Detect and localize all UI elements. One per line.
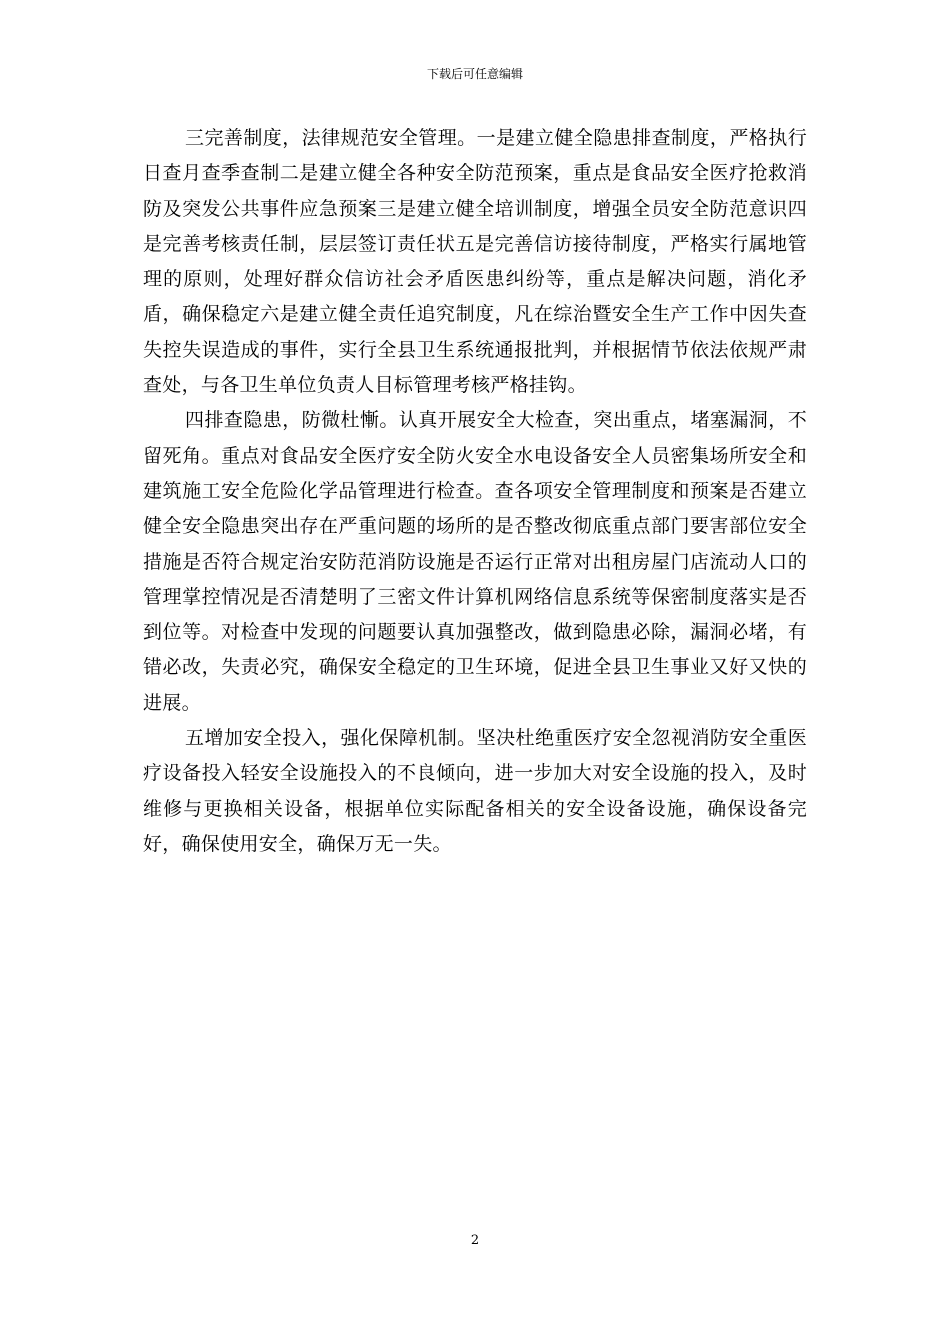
page-number: 2 bbox=[470, 1233, 480, 1248]
paragraph-check-hazards: 四排查隐患，防微杜慚。认真开展安全大检查，突出重点，堵塞漏洞，不留死角。重点对食品安全医疗安全防火安全水电设备安全人员密集场所安全和建筑施工安全危险化学品管理进行检查。查各项安全管理制度和预案是否建立健全安全隐患突出存在严重问题的场所的是否整改彻底重点部门要害部位安全措施是否符合规定治安防范消防设施是否运行正常对出租房屋门店流动人口的管理掌控情况是否清楚明了三密文件计算机网络信息系统等保密制度落实是否到位等。对检查中发现的问题要认真加强整改，做到隐患必除，漏洞必堵，有错必改，失责必究，确保安全稳定的卫生环境，促进全县卫生事业又好又快的进展。 bbox=[143, 409, 807, 714]
document-body bbox=[143, 121, 807, 862]
paragraph-improve-systems: 三完善制度，法律规范安全管理。一是建立健全隐患排查制度，严格执行日查月查季查制二是建立健全各种安全防范预案，重点是食品安全医疗抢救消防及突发公共事件应急预案三是建立健全培训制度，增强全员安全防范意识四是完善考核责任制，层层签订责任状五是完善信访接待制度，严格实行属地管理的原则，处理好群众信访社会矛盾医患纠纷等，重点是解决问题，消化矛盾，确保稳定六是建立健全责任追究制度，凡在综治暨安全生产工作中因失查失控失误造成的事件，实行全县卫生系统通报批判，并根据情节依法依规严肃查处，与各卫生单位负责人目标管理考核严格挂钩。 bbox=[143, 127, 807, 397]
page-header: 下载后可任意编辑 bbox=[426, 67, 523, 81]
paragraph-increase-investment: 五增加安全投入，强化保障机制。坚决杜绝重医疗安全忽视消防安全重医疗设备投入轻安全设施投入的不良倾向，进一步加大对安全设施的投入，及时维修与更换相关设备，根据单位实际配备相关的安全设备设施，确保设备完好，确保使用安全，确保万无一失。 bbox=[143, 727, 807, 855]
